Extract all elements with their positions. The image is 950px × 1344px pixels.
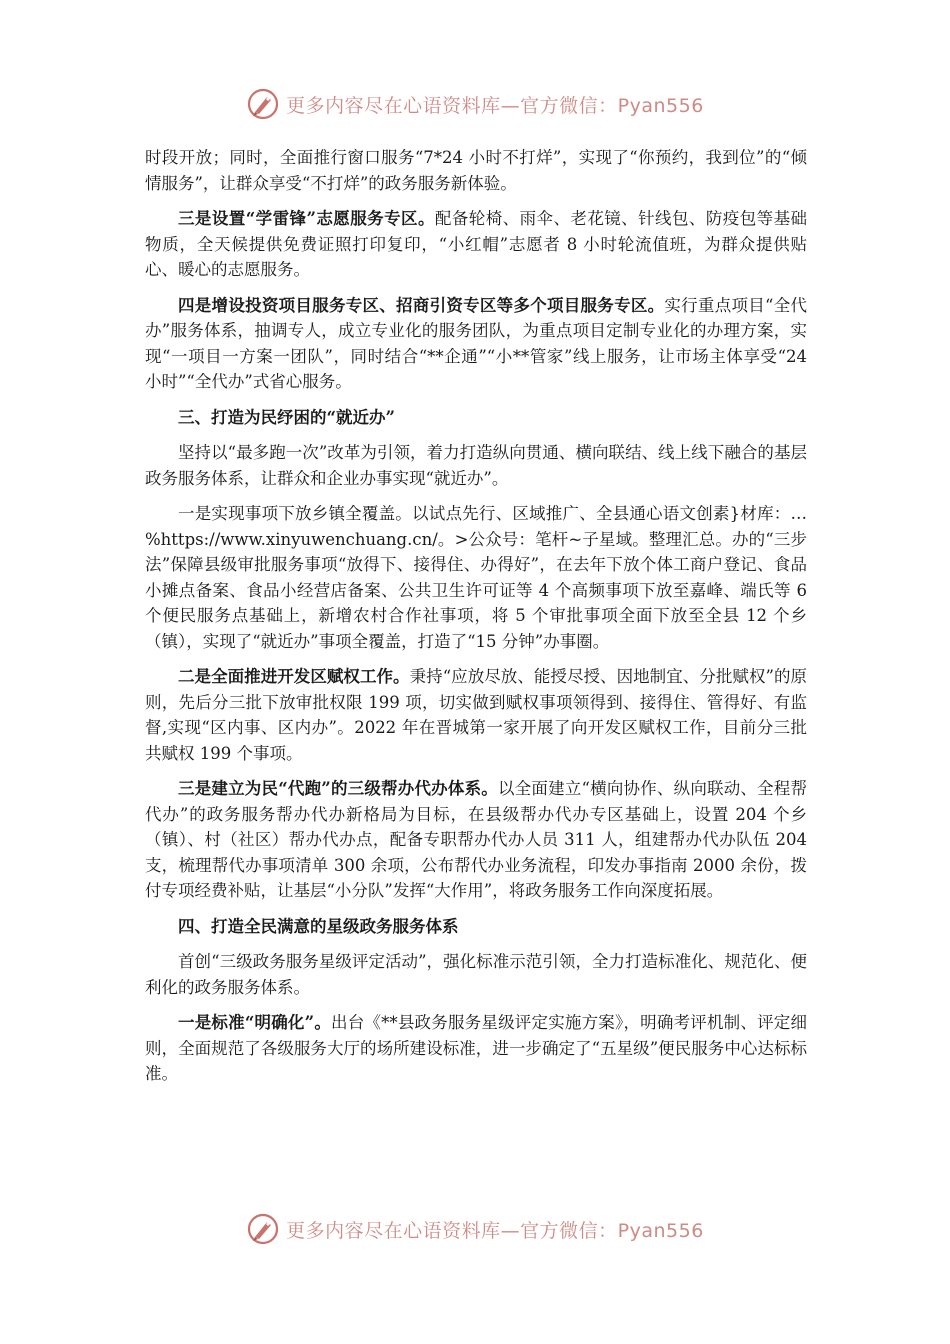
paragraph-5: 坚持以“最多跑一次”改革为引领，着力打造纵向贯通、横向联结、线上线下融合的基层政务服务体系，让群众和企业办事实现“就近办”。 <box>145 443 807 488</box>
section-heading-3: 三、打造为民纾困的“就近办” <box>178 407 395 427</box>
banner-text: 更多内容尽在心语资料库—官方微信：Pyan556 <box>286 1219 704 1242</box>
paragraph-2: 三是设置“学雷锋”志愿服务专区。配备轮椅、雨伞、老花镜、针线包、防疫包等基础物质，全天候提供免费证照打印复印，“小红帽”志愿者 8 小时轮流值班，为群众提供贴心、暖心的志愿服务。 <box>145 209 808 279</box>
paragraph-10: 首创“三级政务服务星级评定活动”，强化标准示范引领，全力打造标准化、规范化、便利化的政务服务体系。 <box>145 952 807 997</box>
paragraph-8: 三是建立为民“代跑”的三级帮办代办体系。以全面建立“横向协作、纵向联动、全程帮代办”的政务服务帮办代办新格局为目标，在县级帮办代办专区基础上，设置 204 个乡（镇）、村（社区）帮办代办点，配备专职帮办代办人员 311 人，组建帮办代办队伍 204 支，梳理帮代办事项清单 300 余项，公布帮代办业务流程，印发办事指南 2000 余份，拨付专项经费补贴，让基层“小分队”发挥“大作用”，将政务服务工作向深度拓展。 <box>145 779 808 900</box>
paragraph-1: 时段开放；同时，全面推行窗口服务“7*24 小时不打烊”，实现了“你预约，我到位”的“倾情服务”，让群众享受“不打烊”的政务服务新体验。 <box>145 148 807 193</box>
footer-banner <box>0 1209 950 1249</box>
section-heading-4: 四、打造全民满意的星级政务服务体系 <box>178 916 459 936</box>
paragraph-11: 一是标准“明确化”。出台《**县政务服务星级评定实施方案》，明确考评机制、评定细则，全面规范了各级服务大厅的场所建设标准，进一步确定了“五星级”便民服务中心达标标准。 <box>145 1013 808 1083</box>
pen-nib-icon <box>246 1212 280 1246</box>
pen-nib-icon <box>246 87 280 121</box>
paragraph-3: 四是增设投资项目服务专区、招商引资专区等多个项目服务专区。实行重点项目“全代办”服务体系，抽调专人，成立专业化的服务团队，为重点项目定制专业化的办理方案，实现“一项目一方案一团队”，同时结合“**企通”“小**管家”线上服务，让市场主体享受“24 小时”“全代办”式省心服务。 <box>145 295 808 391</box>
paragraph-6: 一是实现事项下放乡镇全覆盖。以试点先行、区域推广、全县通心语文创素}材库：…%https://www.xinyuwenchuang.cn/。>公众号：笔杆~子星域。整理汇总。办的“三步法”保障县级审批服务事项“放得下、接得住、办得好”，在去年下放个体工商户登记、食品小摊点备案、食品小经营店备案、公共卫生许可证等 4 个高频事项下放至嘉峰、端氏等 6 个便民服务点基础上，新增农村合作社事项，将 5 个审批事项全面下放至全县 12 个乡（镇），实现了“就近办”事项全覆盖，打造了“15 分钟”办事圈。 <box>145 504 807 651</box>
banner-text: 更多内容尽在心语资料库—官方微信：Pyan556 <box>286 94 704 117</box>
paragraph-7: 二是全面推进开发区赋权工作。秉持“应放尽放、能授尽授、因地制宜、分批赋权”的原则，先后分三批下放审批权限 199 项，切实做到赋权事项领得到、接得住、管得好、有监督,实现“区内事、区内办”。2022 年在晋城第一家开展了向开发区赋权工作，目前分三批共赋权 199 个事项。 <box>145 667 808 763</box>
header-banner <box>0 84 950 124</box>
document-body <box>145 145 807 1097</box>
